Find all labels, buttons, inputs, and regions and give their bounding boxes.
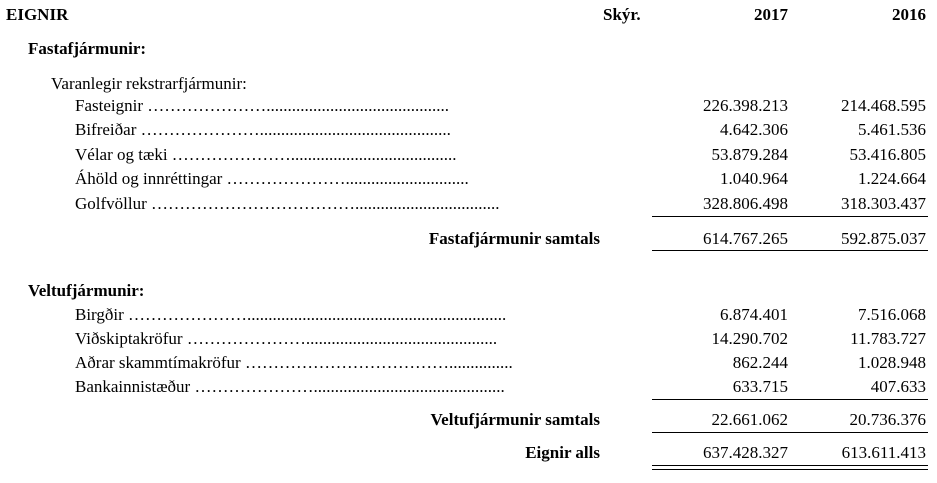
- fixed-item-value-2017: 4.642.306: [720, 120, 788, 139]
- fixed-total-2016: 592.875.037: [841, 229, 926, 248]
- fixed-item-value-2016: 5.461.536: [858, 120, 926, 139]
- fixed-item-label: Fasteignir …………………...........................................: [75, 96, 449, 115]
- current-subtotal-rule: [652, 399, 928, 400]
- fixed-total-label: Fastafjármunir samtals: [428, 229, 600, 248]
- year-2016-header: 2016: [892, 5, 926, 24]
- fixed-item-value-2016: 53.416.805: [849, 145, 926, 164]
- fixed-item-label: Golfvöllur ………………………………..................................: [75, 194, 500, 213]
- grand-total-2017: 637.428.327: [703, 443, 788, 462]
- current-item-value-2016: 7.516.068: [858, 305, 926, 324]
- tangible-assets-subheading: Varanlegir rekstrarfjármunir:: [51, 74, 247, 93]
- fixed-item-label: Áhöld og innréttingar ………………….............................: [75, 169, 469, 188]
- fixed-item-value-2017: 53.879.284: [711, 145, 788, 164]
- current-total-2017: 22.661.062: [711, 410, 788, 429]
- fixed-item-value-2017: 226.398.213: [703, 96, 788, 115]
- fixed-item-label: Bifreiðar ………………….............................................: [75, 120, 451, 139]
- current-item-label: Birgðir ………………….............................................................: [75, 305, 507, 324]
- fixed-item-value-2016: 1.224.664: [858, 169, 926, 188]
- current-item-label: Bankainnistæður ………………….............................................: [75, 377, 505, 396]
- grand-total-double-rule-top: [652, 465, 928, 466]
- fixed-item-label: Vélar og tæki ………………….......................................: [75, 145, 457, 164]
- current-total-label: Veltufjármunir samtals: [430, 410, 600, 429]
- fixed-item-value-2017: 1.040.964: [720, 169, 788, 188]
- page-title: EIGNIR: [6, 5, 69, 24]
- fixed-item-value-2017: 328.806.498: [703, 194, 788, 213]
- current-assets-heading: Veltufjármunir:: [28, 281, 145, 300]
- fixed-total-rule: [652, 250, 928, 251]
- fixed-assets-heading: Fastafjármunir:: [28, 39, 147, 58]
- current-item-value-2016: 407.633: [870, 377, 926, 396]
- current-item-value-2017: 862.244: [732, 353, 788, 372]
- current-item-value-2017: 633.715: [732, 377, 788, 396]
- grand-total-double-rule-bottom: [652, 469, 928, 470]
- fixed-item-value-2016: 318.303.437: [841, 194, 926, 213]
- current-item-value-2016: 11.783.727: [850, 329, 926, 348]
- grand-total-label: Eignir alls: [525, 443, 600, 462]
- fixed-subtotal-rule: [652, 216, 928, 217]
- year-2017-header: 2017: [754, 5, 788, 24]
- current-total-2016: 20.736.376: [849, 410, 926, 429]
- current-item-value-2017: 14.290.702: [711, 329, 788, 348]
- grand-total-2016: 613.611.413: [841, 443, 926, 462]
- current-total-rule: [652, 432, 928, 433]
- current-item-value-2016: 1.028.948: [858, 353, 926, 372]
- fixed-total-2017: 614.767.265: [703, 229, 788, 248]
- current-item-value-2017: 6.874.401: [720, 305, 788, 324]
- current-item-label: Viðskiptakröfur ………………….............................................: [75, 329, 498, 348]
- fixed-item-value-2016: 214.468.595: [841, 96, 926, 115]
- note-column-header: Skýr.: [603, 5, 641, 24]
- current-item-label: Aðrar skammtímakröfur ………………………………...............: [75, 353, 513, 372]
